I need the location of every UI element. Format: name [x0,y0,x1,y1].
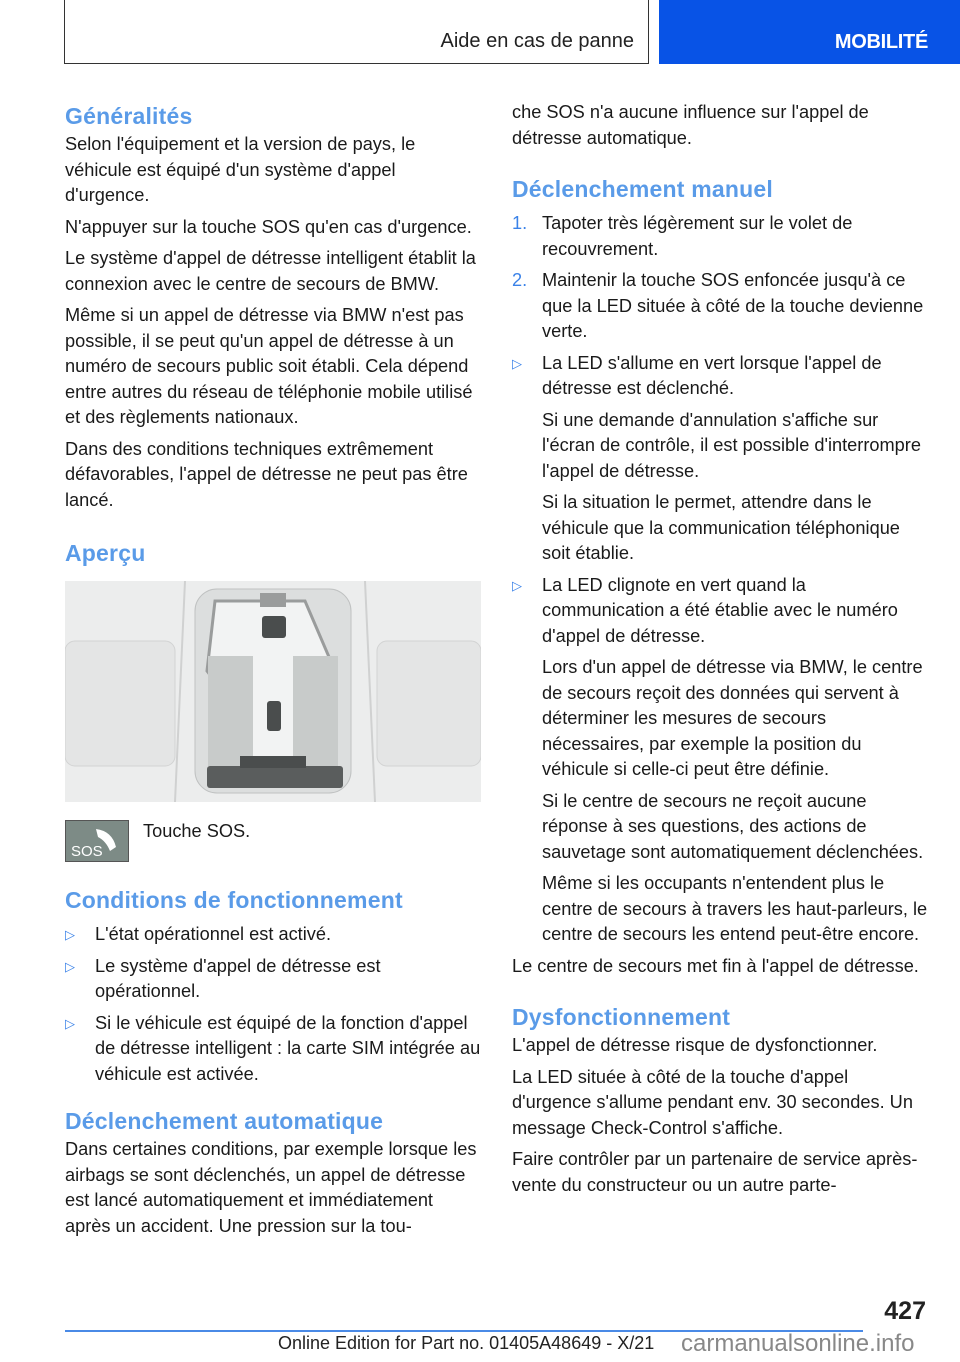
sos-phone-icon [65,820,129,862]
overhead-console-illustration [65,581,481,802]
triangle-bullet-icon: ▷ [65,927,75,942]
step-item: 2. Maintenir la touche SOS enfoncée jusqu'à ce que la LED située à côté de la touche devienne verte. [512,270,924,341]
heading-conditions: Conditions de fonctionnement [65,887,403,913]
sos-icon-label: SOS [71,843,103,860]
list-item: ▷ La LED clignote en vert quand la communication a été établie avec le numéro d'appel de détresse. [512,574,898,646]
steps-list [512,211,930,402]
left-column [65,100,481,1239]
step-item: 1. Tapoter très légèrement sur le volet de recouvrement. [512,213,853,259]
paragraph: N'appuyer sur la touche SOS qu'en cas d'urgence. [65,216,472,237]
sub-paragraph: Même si les occupants n'entendent plus le centre de secours à travers les haut-parleurs, le centre de secours les entend peut-être encore. [542,873,928,944]
paragraph: Dans certaines conditions, par exemple lorsque les airbags se sont déclenchés, un appel de détresse est lancé automatiquement et immédiatement après un accident. Une pression sur la tou- [65,1139,477,1236]
watermark: carmanualsonline.info [681,1330,915,1357]
paragraph: L'appel de détresse risque de dysfonctionner. [512,1035,878,1055]
paragraph: Faire contrôler par un partenaire de service après-vente du constructeur ou un autre parte- [512,1149,918,1195]
heading-manual-trigger: Déclenchement manuel [512,176,773,202]
legend-text: Touche SOS. [143,821,251,841]
paragraph: Selon l'équipement et la version de pays, le véhicule est équipé d'un système d'appel d'urgence. [65,134,416,205]
section-tab[interactable] [659,0,960,64]
triangle-bullet-icon: ▷ [512,577,522,593]
triangle-bullet-icon: ▷ [512,355,522,371]
list-item: ▷ Le système d'appel de détresse est opérationnel. [65,955,381,1001]
paragraph: Dans des conditions techniques extrêmement défavorables, l'appel de détresse ne peut pas être lancé. [65,438,468,510]
paragraph: La LED située à côté de la touche d'appel d'urgence s'allume pendant env. 30 secondes. Un message Check-Control s'affiche. [512,1066,913,1138]
heading-malfunction: Dysfonctionnement [512,1004,731,1030]
conditions-list [65,922,481,1087]
heading-apercu: Aperçu [65,540,146,566]
list-item: ▷ L'état opérationnel est activé. [65,922,481,948]
sub-paragraph: Lors d'un appel de détresse via BMW, le centre de secours reçoit des données qui servent à déterminer les mesures de secours nécessaires, par exemple la position du véhicule si celle-ci peut être définie. [542,657,923,779]
page-number: 427 [884,1297,926,1325]
figure-legend [65,820,481,862]
section-tab-label: MOBILITÉ [834,31,928,53]
paragraph: Le centre de secours met fin à l'appel de détresse. [512,955,919,976]
sub-paragraph: Si la situation le permet, attendre dans le véhicule que la communication téléphonique soit établie. [542,492,900,563]
edition-text: Online Edition for Part no. 01405A48649 - X/21 [278,1333,655,1353]
chapter-title: Aide en cas de panne [440,30,634,52]
list-item: ▷ La LED s'allume en vert lorsque l'appel de détresse est déclenché. [512,352,882,398]
heading-generalites: Généralités [65,103,193,129]
header-chapter-box [64,0,649,64]
list-item: ▷ Si le véhicule est équipé de la fonction d'appel de détresse intelligent : la carte SIM intégrée au véhicule est activée. [65,1012,481,1084]
right-column [512,100,930,1198]
triangle-bullet-icon: ▷ [65,1015,75,1031]
paragraph: Le système d'appel de détresse intelligent établit la connexion avec le centre de secours de BMW. [65,248,476,294]
sub-paragraph: Si le centre de secours ne reçoit aucune réponse à ses questions, des actions de sauvetage sont automatiquement déclenchées. [542,790,924,862]
paragraph: Même si un appel de détresse via BMW n'est pas possible, il se peut qu'un appel de détresse à un numéro de secours public soit établi. Cela dépend entre autres du réseau de téléphonie mobile utilisé et des règlements nationaux. [65,305,473,427]
paragraph: che SOS n'a aucune influence sur l'appel de détresse automatique. [512,102,869,148]
overhead-console-image [65,581,481,802]
triangle-bullet-icon: ▷ [65,958,75,974]
heading-auto-trigger: Déclenchement automatique [65,1108,384,1134]
sub-paragraph: Si une demande d'annulation s'affiche sur l'écran de contrôle, il est possible d'interrompre l'appel de détresse. [542,409,921,481]
